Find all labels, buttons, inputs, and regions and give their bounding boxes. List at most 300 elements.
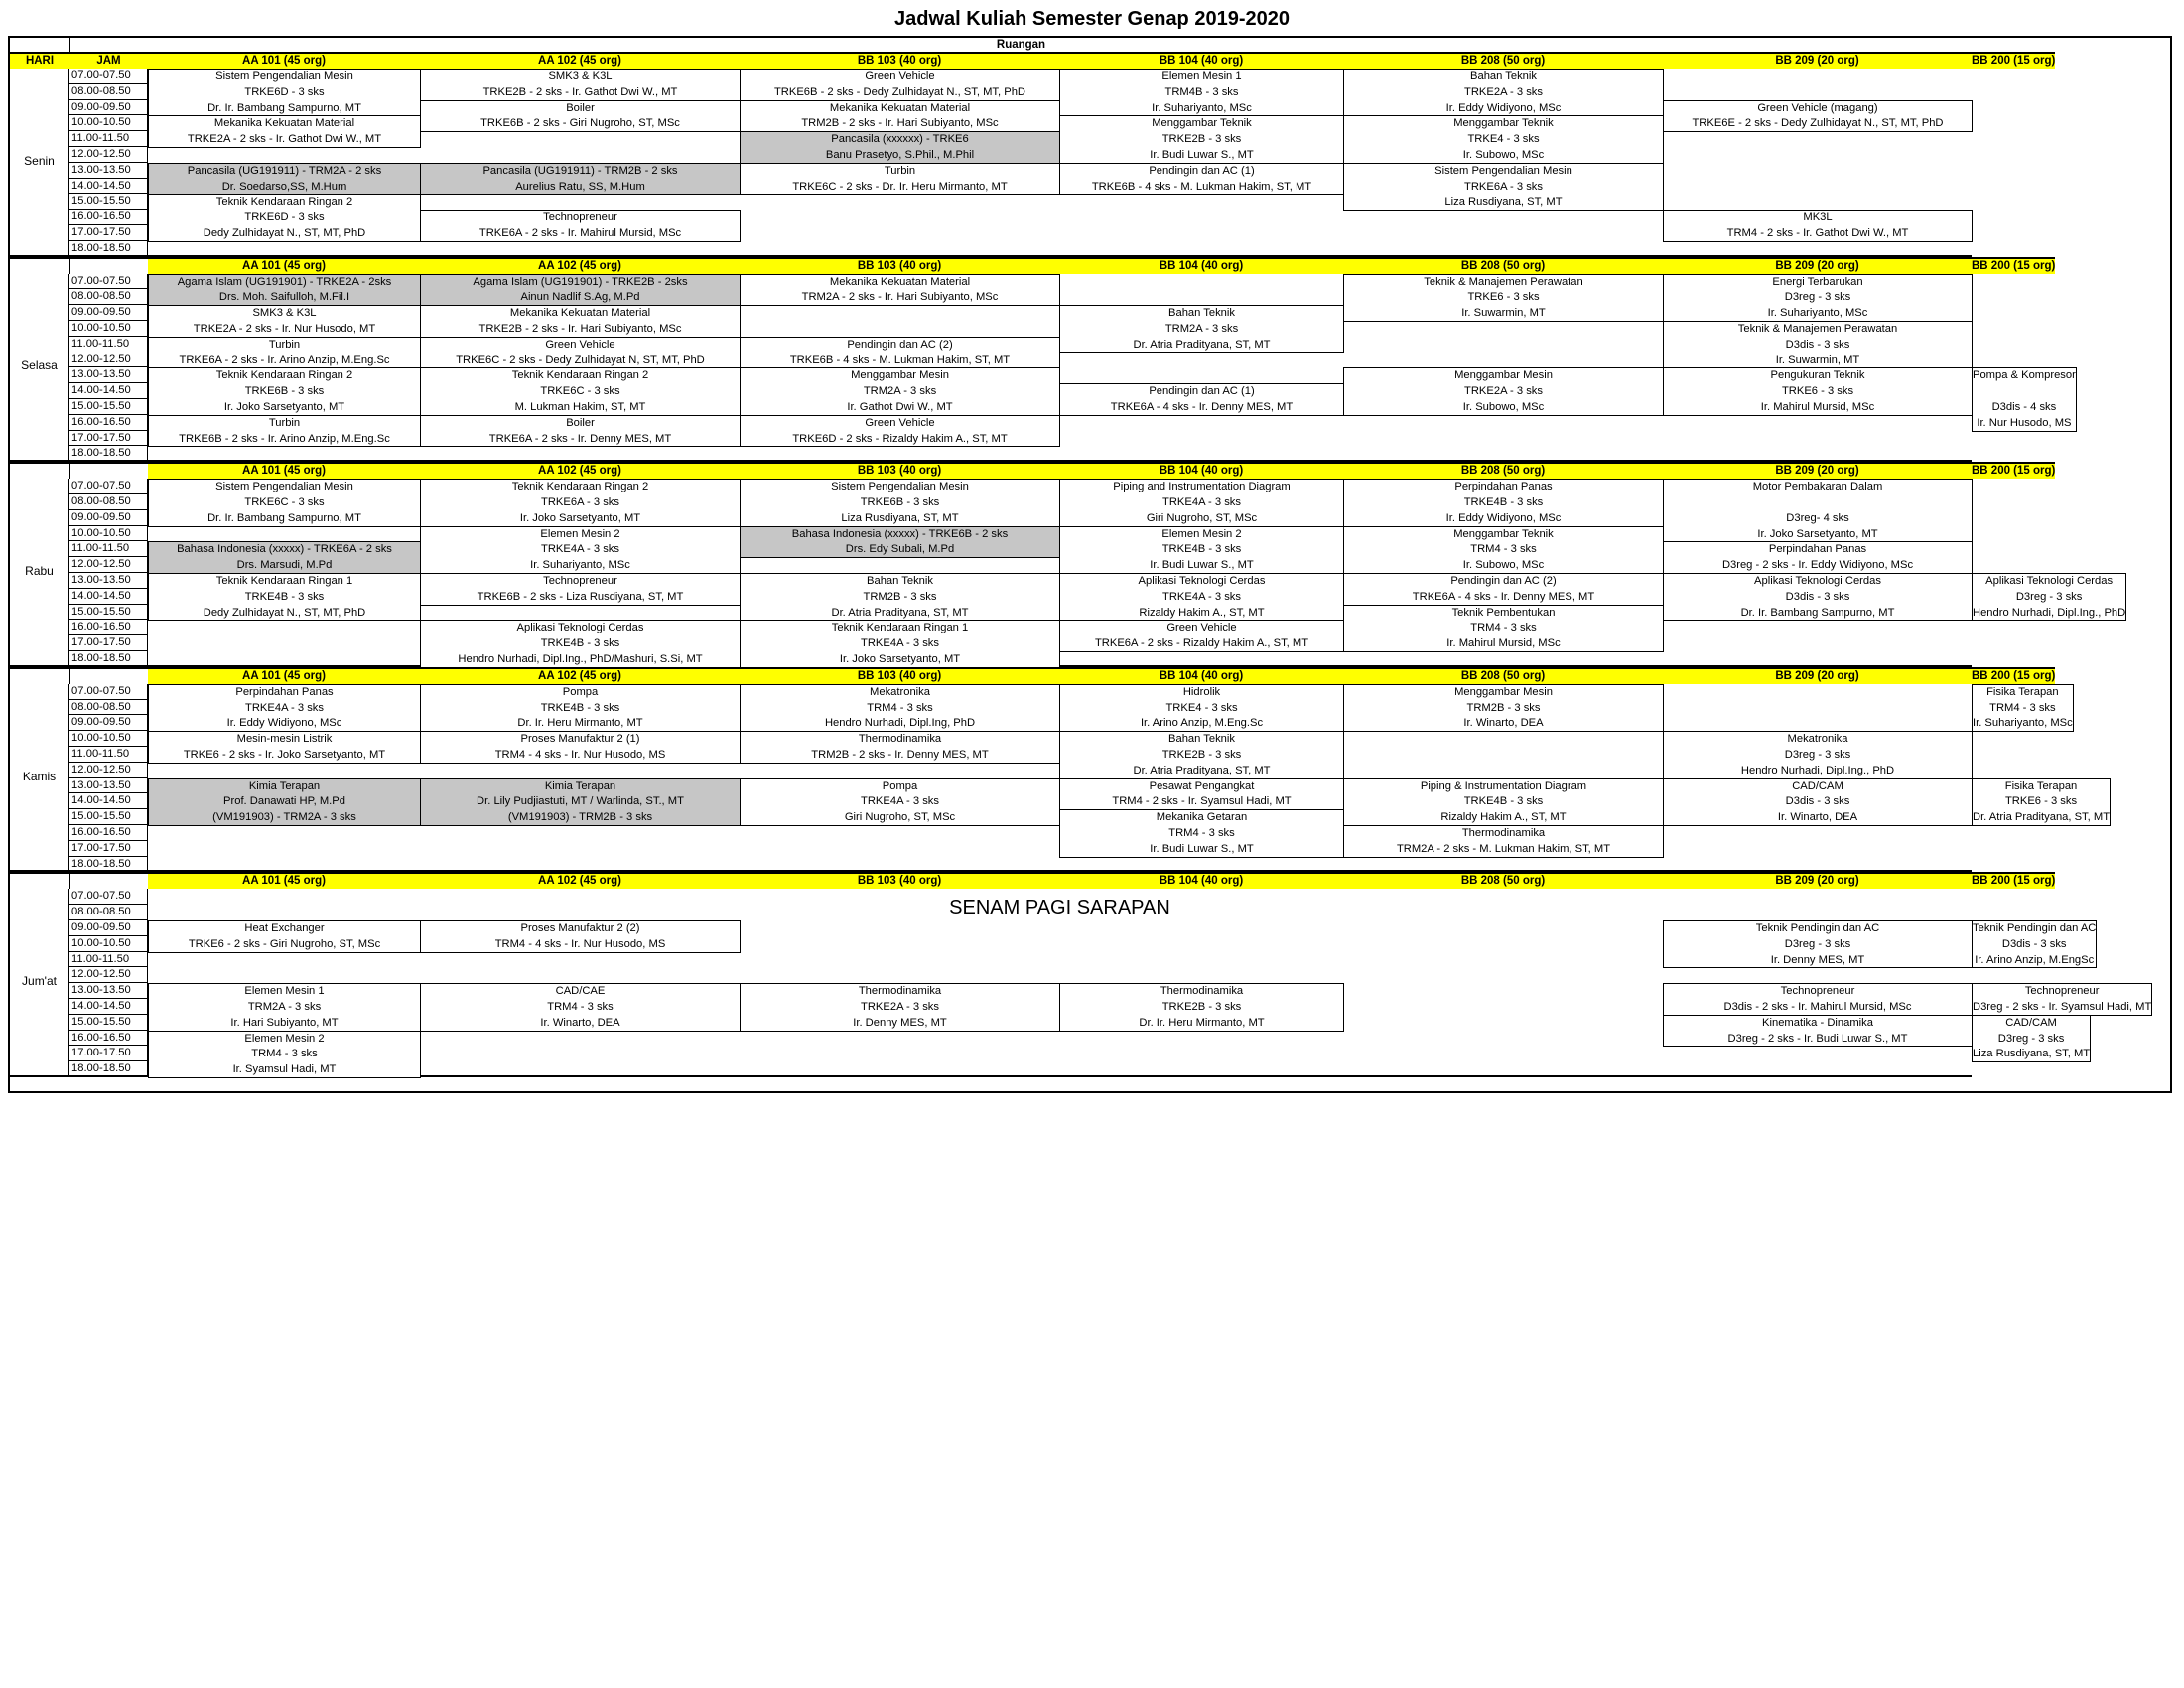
room-header: BB 104 (40 org): [1059, 462, 1343, 479]
course-detail: Liza Rusdiyana, ST, MT: [1973, 1048, 2091, 1060]
course-detail: D3dis - 3 sks: [2001, 937, 2067, 950]
course-detail: TRKE4B - 3 sks: [1161, 543, 1242, 556]
room-header: BB 200 (15 org): [1972, 257, 2055, 274]
course-block: [1343, 526, 1664, 574]
course-title: Sistem Pengendalian Mesin: [831, 481, 969, 493]
course-block: [1059, 163, 1344, 196]
course-detail: Ir. Suhariyanto, MSc: [1152, 101, 1252, 114]
day-header-jam: [69, 257, 148, 274]
course-detail: TRKE6 - 2 sks - Ir. Joko Sarsetyanto, MT: [183, 748, 386, 761]
course-block: [1343, 274, 1664, 322]
course-detail: Ir. Budi Luwar S., MT: [1150, 559, 1254, 572]
course-detail: TRKE6D - 3 sks: [244, 211, 325, 224]
course-detail: Ir. Suhariyanto, MSc: [1973, 717, 2073, 730]
course-block: [1663, 983, 1973, 1016]
course-block: [1059, 684, 1344, 732]
course-detail: TRKE6B - 4 sks - M. Lukman Hakim, ST, MT: [1091, 180, 1312, 193]
course-block: [740, 620, 1060, 667]
course-block: [740, 131, 1060, 164]
course-detail: TRKE4B - 3 sks: [540, 637, 620, 650]
course-detail: Ir. Hari Subiyanto, MT: [230, 1016, 339, 1029]
time-slot: 12.00-12.50: [69, 967, 148, 983]
course-detail: TRM4B - 3 sks: [1164, 85, 1239, 98]
course-title: Mekanika Kekuatan Material: [829, 101, 971, 114]
room-header: BB 200 (15 org): [1972, 52, 2055, 69]
course-block: [1343, 163, 1664, 211]
time-slot: 14.00-14.50: [69, 179, 148, 195]
room-header: BB 104 (40 org): [1059, 52, 1343, 69]
course-title: Aplikasi Teknologi Cerdas: [1754, 575, 1881, 587]
course-block: [148, 983, 421, 1031]
course-title: Pompa: [882, 779, 918, 792]
time-slot: 11.00-11.50: [69, 952, 148, 968]
course-title: Perpindahan Panas: [235, 685, 334, 698]
course-detail: TRKE6A - 2 sks - Ir. Arino Anzip, M.Eng.Sc: [179, 353, 390, 366]
course-block: [1972, 367, 2077, 431]
course-title: Menggambar Mesin: [1454, 369, 1553, 382]
time-slot: 16.00-16.50: [69, 415, 148, 431]
course-detail: Ir. Nur Husodo, MS: [1977, 416, 2072, 429]
course-block: [420, 620, 741, 667]
day-label: Rabu: [10, 479, 69, 667]
course-detail: TRKE6B - 3 sks: [860, 495, 940, 508]
course-title: SMK3 & K3L: [548, 70, 613, 82]
course-title: Green Vehicle: [865, 70, 935, 82]
course-block: [148, 479, 421, 526]
room-header: BB 208 (50 org): [1343, 257, 1663, 274]
course-block: [1972, 684, 2074, 732]
course-block: [420, 684, 741, 732]
course-title: Agama Islam (UG191901) - TRKE2B - 2sks: [473, 275, 688, 288]
room-header: BB 104 (40 org): [1059, 257, 1343, 274]
course-title: Turbin: [268, 416, 301, 429]
course-block: [740, 337, 1060, 369]
course-detail: TRKE6A - 3 sks: [541, 495, 619, 508]
room-header: BB 208 (50 org): [1343, 667, 1663, 684]
course-detail: D3reg - 2 sks - Ir. Syamsul Hadi, MT: [1973, 1000, 2152, 1013]
course-block: [1059, 620, 1344, 652]
course-detail: Drs. Edy Subali, M.Pd: [845, 543, 955, 556]
course-detail: Dr. Atria Pradityana, ST, MT: [831, 606, 969, 619]
course-detail: M. Lukman Hakim, ST, MT: [514, 400, 646, 413]
course-detail: Ainun Nadlif S.Ag, M.Pd: [520, 291, 640, 304]
course-block: [1343, 115, 1664, 163]
time-slot: 15.00-15.50: [69, 605, 148, 621]
senam-banner: SENAM PAGI SARAPAN: [949, 896, 1170, 918]
time-slot: 08.00-08.50: [69, 289, 148, 305]
course-block: [1343, 778, 1664, 826]
course-block: [1059, 526, 1344, 574]
course-title: Thermodinamika: [1461, 827, 1546, 839]
room-header: AA 101 (45 org): [148, 462, 420, 479]
course-detail: TRKE6E - 2 sks - Dedy Zulhidayat N., ST, MT, PhD: [1692, 117, 1944, 130]
course-block: [740, 367, 1060, 415]
course-title: Turbin: [884, 164, 916, 177]
course-title: Teknik Kendaraan Ringan 2: [215, 196, 353, 209]
course-detail: TRKE4A - 3 sks: [1162, 590, 1241, 603]
course-title: Elemen Mesin 1: [1161, 70, 1242, 82]
course-title: Fisika Terapan: [2004, 779, 2078, 792]
course-detail: TRM4 - 3 sks: [1470, 543, 1537, 556]
day-label: Kamis: [10, 684, 69, 873]
course-title: Green Vehicle: [545, 338, 615, 351]
course-detail: Banu Prasetyo, S.Phil., M.Phil: [825, 148, 975, 161]
course-title: Motor Pembakaran Dalam: [1752, 481, 1883, 493]
course-title: Bahan Teknik: [1168, 733, 1235, 746]
day-header-jam: [69, 872, 148, 889]
time-slot: 18.00-18.50: [69, 446, 148, 462]
course-detail: TRKE4A - 3 sks: [861, 795, 939, 808]
course-detail: TRKE6B - 2 sks - Ir. Arino Anzip, M.Eng.Sc: [179, 432, 390, 445]
course-title: Mekanika Kekuatan Material: [509, 307, 651, 320]
time-slot: 17.00-17.50: [69, 431, 148, 447]
course-block: [1059, 809, 1344, 857]
course-detail: Hendro Nurhadi, Dipl.Ing., PhD: [1740, 764, 1895, 776]
course-block: [420, 367, 741, 415]
course-block: [1059, 731, 1344, 778]
time-slot: 12.00-12.50: [69, 557, 148, 573]
course-detail: TRKE6B - 4 sks - M. Lukman Hakim, ST, MT: [789, 353, 1011, 366]
course-block: [1059, 115, 1344, 163]
course-detail: TRKE4A - 3 sks: [245, 701, 324, 714]
course-title: Pancasila (UG191911) - TRM2A - 2 sks: [187, 164, 382, 177]
course-detail: D3dis - 2 sks - Ir. Mahirul Mursid, MSc: [1723, 1000, 1912, 1013]
room-header: BB 103 (40 org): [740, 872, 1059, 889]
course-title: Green Vehicle (magang): [1757, 101, 1878, 114]
course-detail: Ir. Mahirul Mursid, MSc: [1760, 400, 1875, 413]
course-title: Proses Manufaktur 2 (2): [520, 922, 640, 934]
course-block: [740, 100, 1060, 133]
room-header: BB 209 (20 org): [1663, 462, 1972, 479]
course-title: Pendingin dan AC (2): [1450, 575, 1557, 587]
course-title: Pompa & Kompresor: [1973, 369, 2076, 382]
course-title: Green Vehicle: [865, 416, 935, 429]
course-detail: Ir. Denny MES, MT: [853, 1016, 947, 1029]
course-detail: TRM2B - 3 sks: [863, 590, 937, 603]
course-block: [1343, 605, 1664, 652]
course-block: [1972, 920, 2097, 968]
room-header: BB 103 (40 org): [740, 462, 1059, 479]
course-detail: TRKE2B - 2 sks - Ir. Gathot Dwi W., MT: [482, 85, 678, 98]
course-block: [1343, 825, 1664, 858]
course-detail: TRM2B - 3 sks: [1466, 701, 1541, 714]
course-block: [740, 731, 1060, 764]
time-slot: 13.00-13.50: [69, 163, 148, 179]
hari-header: HARI: [10, 52, 69, 69]
course-block: [1663, 274, 1973, 322]
course-detail: TRM4 - 3 sks: [1989, 701, 2056, 714]
course-block: [148, 115, 421, 148]
course-title: Kimia Terapan: [248, 779, 321, 792]
time-slot: 13.00-13.50: [69, 573, 148, 589]
course-block: [740, 778, 1060, 826]
room-header: AA 102 (45 org): [420, 667, 740, 684]
course-detail: D3dis - 3 sks: [1785, 795, 1850, 808]
course-detail: TRKE2B - 3 sks: [1161, 748, 1242, 761]
course-detail: TRKE6C - 3 sks: [244, 495, 325, 508]
page-title: Jadwal Kuliah Semester Genap 2019-2020: [894, 8, 1290, 30]
course-detail: [1664, 495, 1972, 511]
course-block: [1343, 573, 1664, 606]
course-detail: Ir. Syamsul Hadi, MT: [232, 1063, 337, 1076]
day-label: Jum'at: [10, 889, 69, 1077]
course-block: [420, 415, 741, 448]
course-block: [1059, 778, 1344, 811]
course-detail: TRM2A - 3 sks: [863, 385, 937, 398]
course-detail: TRM4 - 3 sks: [547, 1000, 614, 1013]
time-slot: 08.00-08.50: [69, 84, 148, 100]
course-title: Bahan Teknik: [1168, 307, 1235, 320]
course-detail: D3reg - 3 sks: [2015, 590, 2083, 603]
course-title: Teknik Pembentukan: [1451, 606, 1556, 619]
course-detail: TRKE2B - 3 sks: [1161, 133, 1242, 146]
time-slot: 17.00-17.50: [69, 1046, 148, 1061]
course-detail: Drs. Moh. Saifulloh, M.Fil.I: [218, 291, 350, 304]
course-title: Mekatronika: [870, 685, 930, 698]
course-title: Teknik Kendaraan Ringan 1: [831, 622, 969, 634]
course-title: CAD/CAM: [2005, 1016, 2057, 1029]
course-title: Mekatronika: [1787, 733, 1848, 746]
course-block: [740, 479, 1060, 526]
course-detail: Ir. Joko Sarsetyanto, MT: [519, 511, 641, 524]
course-block: [1059, 69, 1344, 116]
time-slot: 08.00-08.50: [69, 905, 148, 920]
time-slot: 16.00-16.50: [69, 620, 148, 635]
course-detail: Ir. Gathot Dwi W., MT: [847, 400, 953, 413]
course-detail: Ir. Eddy Widiyono, MSc: [1445, 511, 1562, 524]
course-title: Sistem Pengendalian Mesin: [215, 481, 353, 493]
course-detail: TRKE4 - 3 sks: [1467, 133, 1540, 146]
course-detail: Ir. Subowo, MSc: [1462, 400, 1545, 413]
course-detail: TRKE6C - 2 sks - Dedy Zulhidayat N, ST, MT, PhD: [456, 353, 705, 366]
course-title: Teknik Kendaraan Ringan 2: [511, 369, 649, 382]
course-detail: TRKE6C - 3 sks: [540, 385, 620, 398]
course-detail: TRM4 - 3 sks: [867, 701, 933, 714]
course-title: Thermodinamika: [858, 733, 942, 746]
course-title: Pancasila (xxxxxx) - TRKE6: [831, 133, 969, 146]
course-detail: TRKE6B - 2 sks - Liza Rusdiyana, ST, MT: [477, 590, 684, 603]
course-title: Mekanika Kekuatan Material: [829, 275, 971, 288]
course-block: [148, 69, 421, 116]
course-title: Technopreneur: [2024, 985, 2100, 998]
course-detail: TRKE4A - 3 sks: [541, 543, 619, 556]
room-header: BB 209 (20 org): [1663, 257, 1972, 274]
course-title: Teknik Pendingin dan AC: [1973, 922, 2097, 934]
course-detail: Ir. Suhariyanto, MSc: [1767, 307, 1868, 320]
course-detail: Liza Rusdiyana, ST, MT: [1444, 196, 1563, 209]
time-slot: 11.00-11.50: [69, 337, 148, 352]
course-detail: TRKE4A - 3 sks: [861, 637, 939, 650]
course-detail: Dr. Atria Pradityana, ST, MT: [1973, 811, 2111, 824]
course-detail: TRM2B - 2 sks - Ir. Denny MES, MT: [811, 748, 989, 761]
time-slot: 17.00-17.50: [69, 635, 148, 651]
time-slot: 11.00-11.50: [69, 131, 148, 147]
course-detail: TRKE6A - 4 sks - Ir. Denny MES, MT: [1412, 590, 1595, 603]
course-block: [148, 194, 421, 241]
room-header: BB 103 (40 org): [740, 257, 1059, 274]
course-detail: TRKE4B - 3 sks: [244, 590, 325, 603]
course-block: [1972, 778, 2111, 826]
time-slot: 12.00-12.50: [69, 352, 148, 368]
time-slot: 17.00-17.50: [69, 841, 148, 857]
course-detail: Ir. Joko Sarsetyanto, MT: [223, 400, 345, 413]
course-detail: TRKE6 - 3 sks: [2004, 795, 2078, 808]
schedule-grid: [8, 36, 2172, 1093]
course-detail: TRM4 - 4 sks - Ir. Nur Husodo, MS: [494, 937, 666, 950]
course-detail: TRKE6 - 3 sks: [1467, 291, 1540, 304]
time-slot: 07.00-07.50: [69, 479, 148, 494]
course-title: Pendingin dan AC (2): [847, 338, 953, 351]
course-block: [148, 1031, 421, 1078]
course-detail: TRKE2A - 3 sks: [1464, 385, 1543, 398]
course-detail: Rizaldy Hakim A., ST, MT: [1139, 606, 1265, 619]
time-slot: 14.00-14.50: [69, 383, 148, 399]
time-slot: 10.00-10.50: [69, 731, 148, 747]
room-header: AA 102 (45 org): [420, 52, 740, 69]
course-title: Teknik Pendingin dan AC: [1755, 922, 1880, 934]
jam-header: JAM: [69, 52, 148, 69]
course-title: Mekanika Getaran: [1156, 811, 1248, 824]
time-slot: 10.00-10.50: [69, 526, 148, 542]
course-block: [1663, 731, 1973, 778]
course-block: [148, 163, 421, 196]
course-detail: Ir. Eddy Widiyono, MSc: [226, 717, 342, 730]
time-slot: 18.00-18.50: [69, 241, 148, 257]
time-slot: 13.00-13.50: [69, 778, 148, 794]
ruangan-header: Ruangan: [69, 38, 1972, 52]
course-title: Menggambar Teknik: [1453, 527, 1554, 540]
course-detail: TRKE6B - 2 sks - Giri Nugroho, ST, MSc: [480, 117, 680, 130]
course-detail: TRKE6A - 4 sks - Ir. Denny MES, MT: [1110, 400, 1294, 413]
time-slot: 15.00-15.50: [69, 809, 148, 825]
course-block: [1663, 541, 1973, 574]
room-header: AA 101 (45 org): [148, 872, 420, 889]
course-title: Fisika Terapan: [1986, 685, 2059, 698]
time-slot: 18.00-18.50: [69, 1061, 148, 1077]
course-detail: TRM2B - 2 sks - Ir. Hari Subiyanto, MSc: [801, 117, 999, 130]
course-title: Pompa: [562, 685, 599, 698]
time-slot: 07.00-07.50: [69, 69, 148, 84]
room-header: BB 200 (15 org): [1972, 667, 2055, 684]
course-title: CAD/CAM: [1792, 779, 1843, 792]
course-block: [1663, 573, 1973, 621]
day-header-jam: [69, 667, 148, 684]
time-slot: 16.00-16.50: [69, 210, 148, 225]
course-title: Menggambar Teknik: [1453, 117, 1554, 130]
course-title: Energi Terbarukan: [1772, 275, 1863, 288]
course-detail: Giri Nugroho, ST, MSc: [844, 811, 956, 824]
time-slot: 14.00-14.50: [69, 793, 148, 809]
course-detail: Ir. Arino Anzip, M.Eng.Sc: [1140, 717, 1264, 730]
course-block: [1059, 573, 1344, 621]
course-block: [420, 778, 741, 826]
time-slot: 12.00-12.50: [69, 763, 148, 778]
course-title: Perpindahan Panas: [1454, 481, 1553, 493]
course-block: [740, 684, 1060, 732]
course-title: Bahasa Indonesia (xxxxx) - TRKE6A - 2 sks: [177, 543, 392, 556]
room-header: BB 208 (50 org): [1343, 872, 1663, 889]
course-detail: Ir. Winarto, DEA: [540, 1016, 620, 1029]
course-block: [148, 573, 421, 621]
room-header: AA 101 (45 org): [148, 257, 420, 274]
course-title: Menggambar Teknik: [1152, 117, 1252, 130]
course-detail: (VM191903) - TRM2A - 3 sks: [212, 811, 356, 824]
course-block: [148, 684, 421, 732]
time-slot: 07.00-07.50: [69, 889, 148, 905]
course-block: [148, 541, 421, 574]
room-header: BB 209 (20 org): [1663, 872, 1972, 889]
course-detail: Hendro Nurhadi, Dipl.Ing., PhD/Mashuri, S.Si, MT: [458, 652, 703, 665]
course-block: [148, 920, 421, 953]
time-slot: 15.00-15.50: [69, 194, 148, 210]
course-block: [1663, 1015, 1973, 1048]
course-detail: Ir. Joko Sarsetyanto, MT: [1757, 527, 1878, 540]
course-title: Hidrolik: [1182, 685, 1221, 698]
course-block: [1663, 321, 1973, 368]
course-detail: Ir. Joko Sarsetyanto, MT: [839, 652, 961, 665]
course-title: Thermodinamika: [1160, 985, 1244, 998]
course-block: [148, 731, 421, 764]
course-title: Aplikasi Teknologi Cerdas: [1985, 575, 2114, 587]
course-title: Elemen Mesin 1: [244, 985, 325, 998]
course-block: [1663, 920, 1973, 968]
time-slot: 09.00-09.50: [69, 100, 148, 116]
time-slot: 08.00-08.50: [69, 494, 148, 510]
course-detail: Dr. Ir. Bambang Sampurno, MT: [1740, 606, 1895, 619]
course-title: MK3L: [1803, 211, 1833, 224]
course-detail: Ir. Arino Anzip, M.EngSc: [1975, 953, 2095, 966]
course-detail: D3dis - 3 sks: [1785, 590, 1850, 603]
course-detail: TRKE4 - 3 sks: [1165, 701, 1238, 714]
course-detail: Ir. Budi Luwar S., MT: [1150, 148, 1254, 161]
course-title: Pendingin dan AC (1): [1149, 385, 1255, 398]
course-detail: D3reg- 4 sks: [1786, 511, 1849, 524]
course-title: Menggambar Mesin: [1454, 685, 1553, 698]
time-slot: 08.00-08.50: [69, 700, 148, 716]
course-detail: Aurelius Ratu, SS, M.Hum: [515, 180, 645, 193]
course-detail: Ir. Suwarmin, MT: [1775, 353, 1860, 366]
course-detail: Ir. Budi Luwar S., MT: [1150, 842, 1254, 855]
course-detail: TRKE6C - 2 sks - Dr. Ir. Heru Mirmanto, MT: [792, 180, 1008, 193]
course-block: [740, 415, 1060, 448]
course-title: Proses Manufaktur 2 (1): [520, 733, 640, 746]
course-detail: TRKE2A - 3 sks: [1464, 85, 1543, 98]
course-block: [148, 274, 421, 307]
course-detail: Hendro Nurhadi, Dipl.Ing, PhD: [824, 717, 976, 730]
course-detail: TRM2A - 3 sks: [1164, 322, 1239, 335]
course-detail: Ir. Eddy Widiyono, MSc: [1445, 101, 1562, 114]
course-detail: Ir. Winarto, DEA: [1463, 717, 1544, 730]
time-slot: 11.00-11.50: [69, 747, 148, 763]
room-header: BB 104 (40 org): [1059, 872, 1343, 889]
course-detail: TRM4 - 4 sks - Ir. Nur Husodo, MS: [494, 748, 666, 761]
room-header: AA 102 (45 org): [420, 872, 740, 889]
course-block: [148, 778, 421, 826]
course-detail: TRM4 - 2 sks - Ir. Gathot Dwi W., MT: [1726, 226, 1909, 239]
course-detail: TRKE6D - 3 sks: [244, 85, 325, 98]
course-block: [740, 983, 1060, 1031]
room-header: AA 102 (45 org): [420, 462, 740, 479]
course-detail: TRKE6 - 3 sks: [1781, 385, 1854, 398]
course-detail: TRKE4B - 3 sks: [540, 701, 620, 714]
course-detail: Dr. Ir. Heru Mirmanto, MT: [1139, 1016, 1265, 1029]
course-title: Piping & Instrumentation Diagram: [1420, 779, 1587, 792]
course-detail: Ir. Winarto, DEA: [1777, 811, 1858, 824]
course-title: Kimia Terapan: [544, 779, 616, 792]
course-detail: Liza Rusdiyana, ST, MT: [841, 511, 959, 524]
course-block: [740, 69, 1060, 101]
room-header: BB 200 (15 org): [1972, 872, 2055, 889]
